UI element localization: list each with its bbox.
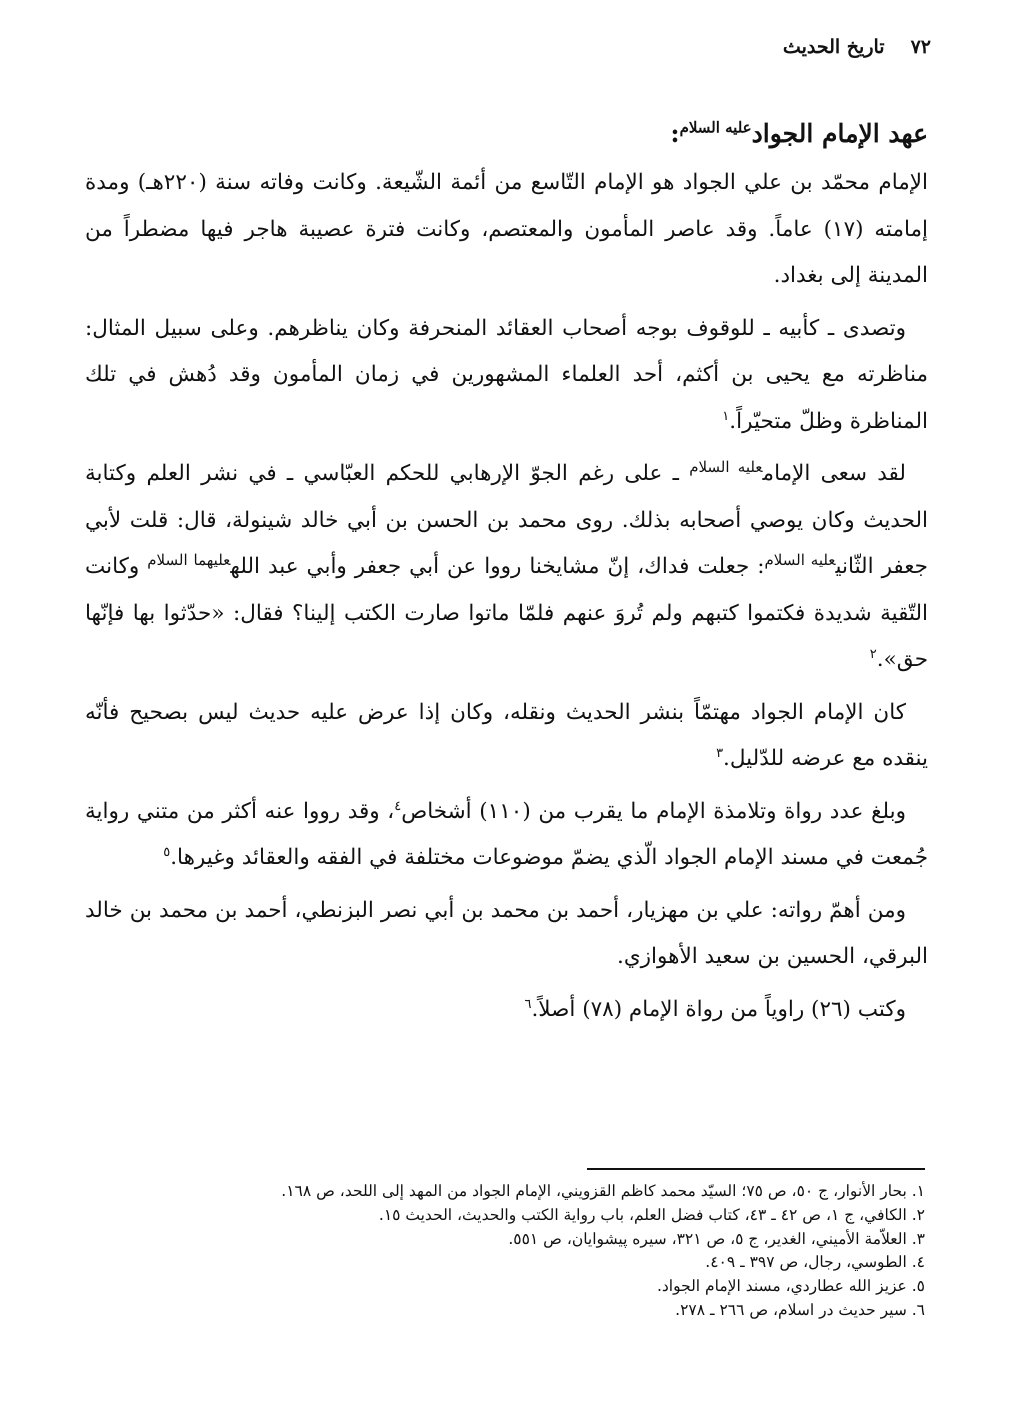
paragraph-5-text-a: وبلغ عدد رواة وتلامذة الإمام ما يقرب من (١١٠) أشخاص [401, 798, 907, 824]
honorific-b: عليه السلام [764, 550, 836, 569]
honorific-c: عليهما السلام [147, 550, 231, 569]
footnote-ref-1: ١ [722, 408, 730, 424]
running-head-title: تاريخ الحديث [782, 36, 885, 58]
footnote-separator [587, 1168, 925, 1170]
section-heading-text: عهد الإمام الجواد [751, 119, 928, 148]
page-number: ٧٢ [910, 36, 931, 58]
footnote-4: ٤. الطوسي، رجال، ص ٣٩٧ ـ ٤٠٩. [705, 1253, 925, 1272]
paragraph-3-text-d: وكانت التّقية شديدة فكتموا كتبهم ولم تُروَ عنهم فلمّا ماتوا صارت الكتب إلينا؟ فقال: «حدّثوا بها فإنّها حق». [85, 554, 928, 672]
paragraph-1-text: الإمام محمّد بن علي الجواد هو الإمام التّاسع من أئمة الشّيعة. وكانت وفاته سنة (٢٢٠هـ) ومدة إمامته (١٧) عاماً. وقد عاصر المأمون والمعتصم، وكانت فترة عصيبة هاجر فيها مضطراً من المدينة إلى بغداد. [85, 170, 928, 288]
paragraph-5 [85, 789, 928, 882]
footnote-ref-6: ٦ [524, 996, 532, 1012]
paragraph-7 [85, 987, 928, 1034]
paragraph-3-text-c: : جعلت فداك، إنّ مشايخنا رووا عن أبي جعفر وأبي عبد الله [230, 554, 765, 579]
footnote-3: ٣. العلاّمة الأميني، الغدير، ج ٥، ص ٣٢١، سيره پيشوايان، ص ٥٥١. [508, 1229, 925, 1248]
footnote-5: ٥. عزيز الله عطاردي، مسند الإمام الجواد. [656, 1277, 925, 1296]
footnotes [95, 1180, 925, 1323]
paragraph-4-text: كان الإمام الجواد مهتمّاً بنشر الحديث ونقله، وكان إذا عرض عليه حديث ليس بصحيح فأنّه ينقده مع عرضه للدّليل. [85, 699, 928, 771]
paragraph-4 [85, 690, 928, 783]
honorific-a: عليه السلام [689, 457, 763, 476]
footnote-1: ١. بحار الأنوار، ج ٥٠، ص ٧٥؛ السيّد محمد كاظم القزويني، الإمام الجواد من المهد إلى اللحد، ص ١٦٨. [281, 1182, 925, 1200]
footnote-2: ٢. الكافي، ج ١، ص ٤٢ ـ ٤٣، كتاب فضل العلم، باب رواية الكتب والحديث، الحديث ١٥. [378, 1205, 925, 1224]
paragraph-5-text-b: ، وقد رووا عنه أكثر من متني رواية جُمعت في مسند الإمام الجواد الّذي يضمّ موضوعات مختلفة في الفقه والعقائد وغيرها. [85, 798, 928, 870]
paragraph-3 [85, 451, 928, 684]
paragraph-7-text: وكتب (٢٦) راوياً من رواة الإمام (٧٨) أصلاً. [531, 996, 906, 1022]
footnote-6: ٦. سير حديث در اسلام، ص ٢٦٦ ـ ٢٧٨. [675, 1300, 925, 1319]
footnote-ref-3: ٣ [716, 745, 724, 761]
paragraph-2-text: وتصدى ـ كأبيه ـ للوقوف بوجه أصحاب العقائد المنحرفة وكان يناظرهم. وعلى سبيل المثال: مناظرته مع يحيى بن أكثم، أحد العلماء المشهورين في زمان المأمون وقد دُهش في تلك المناظرة وظلّ متحيّراً. [85, 315, 928, 434]
footnote-ref-4: ٤ [394, 798, 402, 814]
section-heading-colon: : [670, 119, 680, 148]
paragraph-1 [85, 160, 928, 300]
paragraph-6 [85, 888, 928, 981]
running-head [783, 36, 931, 58]
main-text [85, 112, 928, 1039]
heading-honorific: عليه السلام [679, 118, 752, 137]
footnote-ref-5: ٥ [163, 844, 171, 860]
paragraph-6-text: ومن أهمّ رواته: علي بن مهزيار، أحمد بن محمد بن أبي نصر البزنطي، أحمد بن محمد بن خالد البرقي، الحسين بن سعيد الأهوازي. [85, 897, 928, 969]
paragraph-3-text-b: ـ على رغم الجوّ الإرهابي للحكم العبّاسي ـ في نشر العلم وكتابة الحديث وكان يوصي أصحابه بذلك. روى محمد بن الحسن بن أبي خالد شينولة، قال: قلت لأبي جعفر الثّاني [85, 461, 928, 579]
footnote-ref-2: ٢ [869, 646, 877, 662]
paragraph-3-text-a: لقد سعى الإمام [762, 461, 906, 486]
paragraph-2 [85, 306, 928, 446]
section-heading [85, 112, 928, 156]
